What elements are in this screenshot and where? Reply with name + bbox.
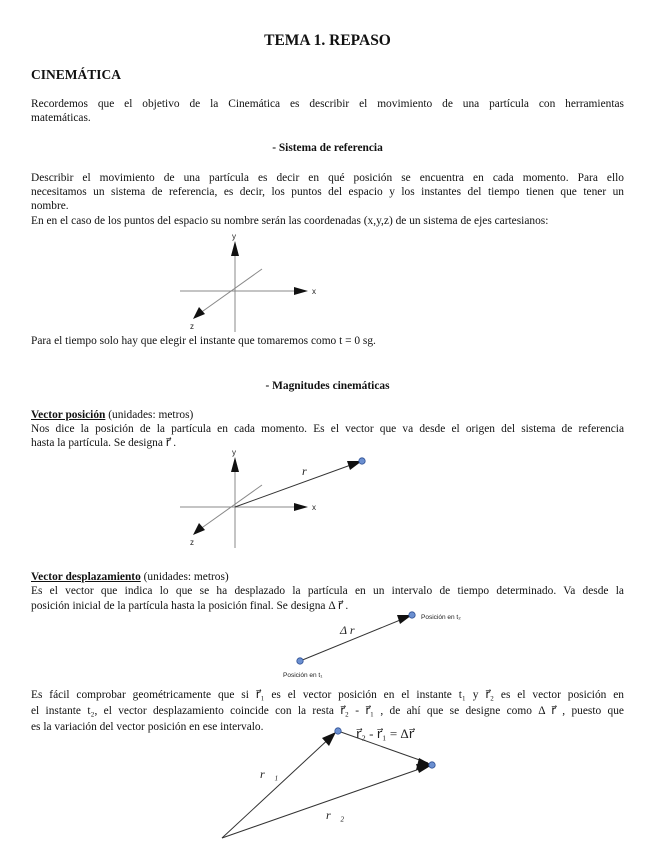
r1-vector-line (222, 735, 333, 838)
subheading-magnitudes: - Magnitudes cinemáticas (265, 380, 390, 392)
x-label-2: x (312, 503, 316, 512)
resta-line-2: el instante t₂, el vector desplazamiento coincide con la resta r⃗₂ - r⃗₁ , de ahí que se designe como Δ r⃗ , puesto que (31, 705, 624, 717)
tiempo-text: Para el tiempo solo hay que elegir el instante que tomaremos como t = 0 sg. (31, 335, 376, 347)
final-position-label: Posición en t₂ (421, 614, 461, 621)
r-vector-label: r⃗ (302, 464, 317, 478)
sistema-line-4: En en el caso de los puntos del espacio su nombre serán las coordenadas (x,y,z) de un sistema de ejes cartesianos: (31, 215, 549, 227)
sistema-line-2: necesitamos un sistema de referencia, es decir, los puntos del espacio y los instantes del tiempo tienen que tener un (31, 186, 624, 198)
resta-line-1: Es fácil comprobar geométricamente que si r⃗₁ es el vector posición en el instante t₁ y r⃗₂ es el vector posición en (31, 689, 624, 701)
x-label: x (312, 287, 316, 296)
initial-position-label: Posición en t₁ (283, 672, 323, 679)
point-t2 (429, 762, 435, 768)
vector-posicion-term: Vector posición (31, 409, 106, 421)
page-title: TEMA 1. REPASO (264, 32, 391, 49)
posicion-line-2: hasta la partícula. Se designa r⃗ . (31, 437, 177, 449)
z-label: z (190, 322, 194, 331)
y-label-2: y (232, 448, 236, 457)
delta-r-label: Δ r⃗ (340, 623, 364, 637)
desplazamiento-line-2: posición inicial de la partícula hasta la posición final. Se designa Δ r⃗ . (31, 600, 349, 612)
subheading-sistema: - Sistema de referencia (272, 142, 383, 154)
sistema-line-1: Describir el movimiento de una partícula es decir en qué posición se encuentra en cada momento. Para ello (31, 172, 624, 184)
posicion-line-1: Nos dice la posición de la partícula en cada momento. Es el vector que va desde el origen del sistema de referencia (31, 423, 624, 435)
vector-desplazamiento-term: Vector desplazamiento (31, 571, 141, 583)
point-t1 (335, 728, 341, 734)
r2-label: r⃗₂ (326, 808, 345, 822)
section-heading: CINEMÁTICA (31, 67, 122, 82)
intro-line-2: matemáticas. (31, 112, 91, 124)
resta-line-3: es la variación del vector posición en ese intervalo. (31, 721, 264, 733)
r1-label: r⃗₁ (260, 767, 279, 781)
z-label-2: z (190, 538, 194, 547)
subtraction-equation: r⃗₂ - r⃗₁ = Δr⃗ (356, 726, 415, 741)
y-label: y (232, 232, 236, 241)
desplazamiento-line-1: Es el vector que indica lo que se ha desplazado la partícula en un intervalo de tiempo determinado. Va desde la (31, 585, 624, 597)
intro-line-1: Recordemos que el objetivo de la Cinemática es describir el movimiento de una partícula con herramientas (31, 98, 624, 110)
vector-posicion-units: (unidades: metros) (105, 409, 194, 421)
vector-desplazamiento-units: (unidades: metros) (140, 571, 229, 583)
sistema-line-3: nombre. (31, 200, 69, 212)
r2-vector-line (222, 766, 428, 838)
